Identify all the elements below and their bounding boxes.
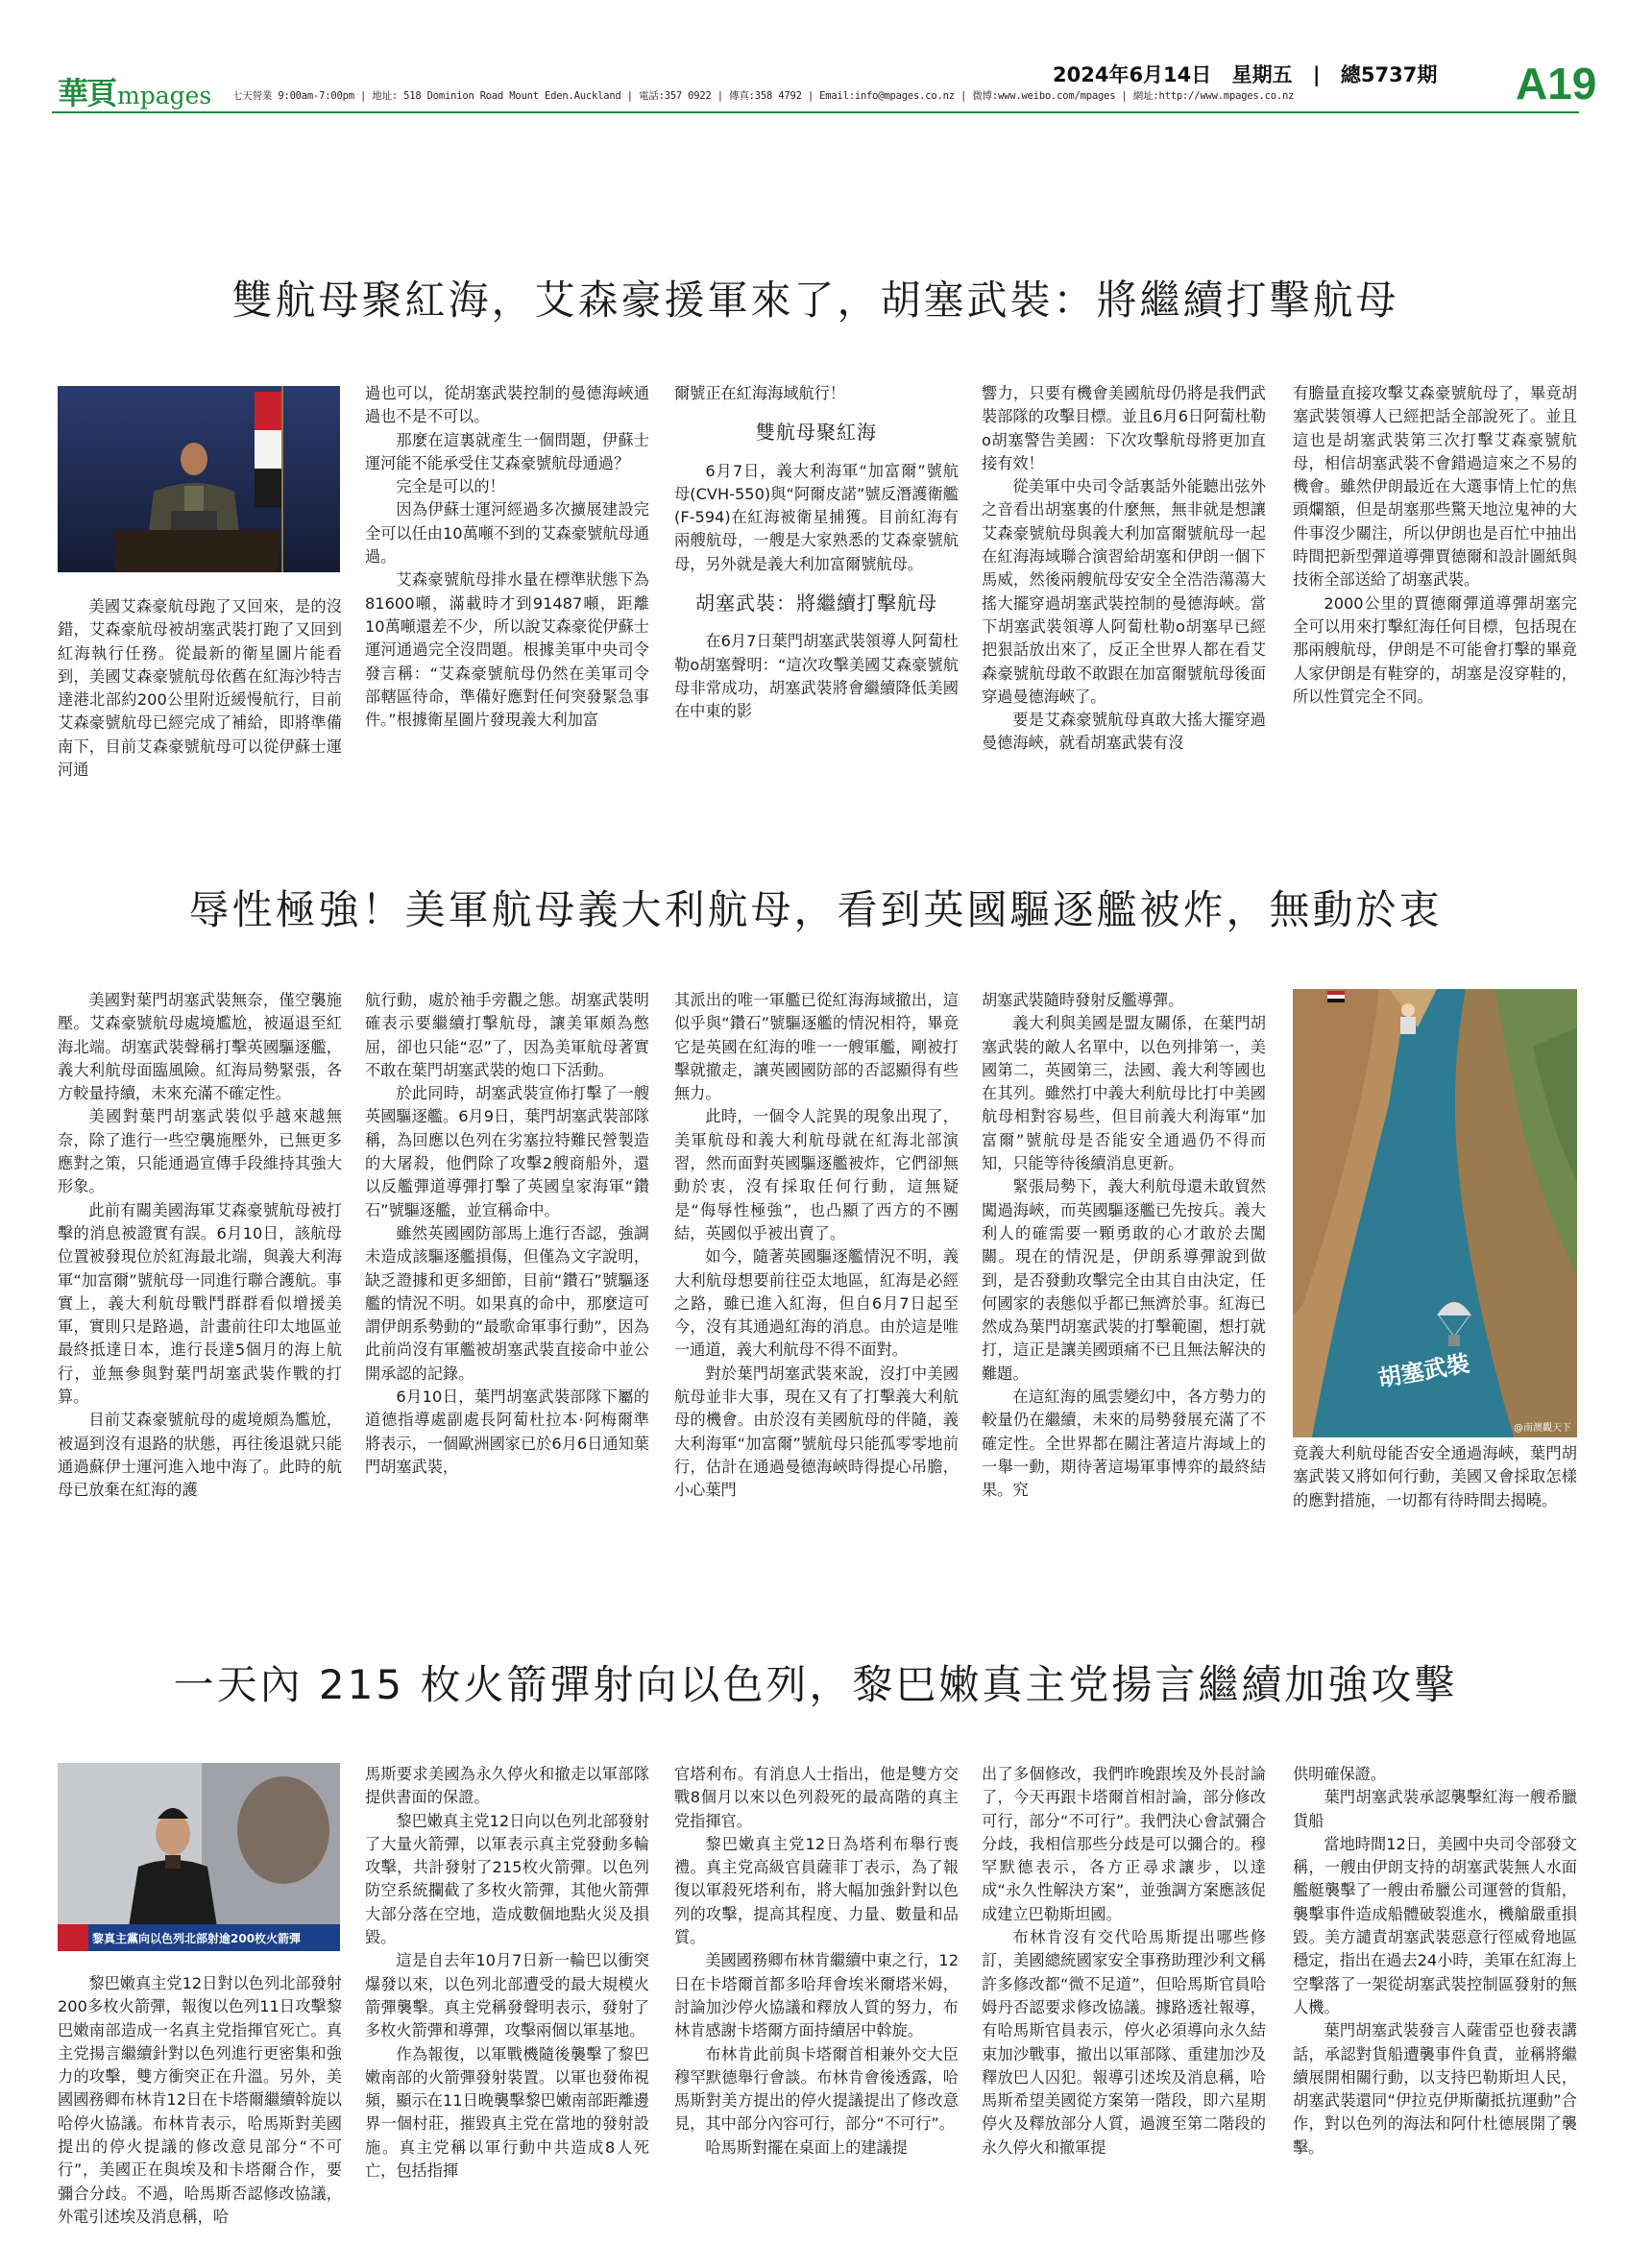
- article1-photo-spokesman: [58, 386, 340, 572]
- article2-map-caption: 竟義大利航母能否安全通過海峽，葉門胡塞武裝又將如何行動，美國又會採取怎樣的應對措施，一切都有待時間去揭曉。: [1293, 1444, 1577, 1509]
- speaker-illustration: [58, 1763, 340, 1951]
- mpages-logo[interactable]: [58, 69, 211, 113]
- paragraph: 官塔利布。有消息人士指出，他是雙方交戰8個月以來以色列殺死的最高階的真主党指揮官。: [674, 1765, 959, 1830]
- article2-column-1: [58, 989, 342, 1556]
- paragraph: 過也可以，從胡塞武裝控制的曼德海峽通過也不是不可以。: [365, 384, 649, 426]
- paragraph: 當地時間12日，美國中央司令部發文稱，一艘由伊朗支持的胡塞武裝無人水面艦艇襲擊了一艘由希臘公司運營的貨船，襲擊事件造成船體破裂進水，機艙嚴重損毀。美方譴責胡塞武裝惡意行徑威脅地區穩定，指出在過去24小時，美軍在紅海上空擊落了一架從胡塞武裝控制區發射的無人機。: [1293, 1834, 1577, 2016]
- paragraph: 在這紅海的風雲變幻中，各方勢力的較量仍在繼續，未來的局勢發展充滿了不確定性。全世界都在關注著這片海域上的一舉一動，期待著這場軍事博弈的最終結果。究: [982, 1387, 1266, 1500]
- article1-column-4: [982, 382, 1266, 801]
- paragraph: 義大利與美國是盟友關係，在葉門胡塞武裝的敵人名單中，以色列排第一，美國第二，英國第三，法國、義大利等國也在其列。雖然打中義大利航母比打中美國航母相對容易些，但目前義大利海軍“加富爾”號航母是否能安全通過仍不得而知，只能等待後續消息更新。: [982, 1014, 1266, 1173]
- paragraph: 美國對葉門胡塞武裝似乎越來越無奈，除了進行一些空襲施壓外，已無更多應對之策，只能通過宣傳手段維持其強大形象。: [58, 1107, 342, 1196]
- page-number: A19: [1516, 59, 1597, 109]
- paragraph: 胡塞武裝隨時發射反艦導彈。: [982, 991, 1184, 1009]
- paragraph: 6月10日，葉門胡塞武裝部隊下屬的道德指導處副處長阿蔔杜拉本·阿梅爾準將表示，一個歐洲國家已於6月6日通知葉門胡塞武裝，: [365, 1387, 649, 1476]
- article3-column-2: [365, 1763, 649, 2224]
- map-credit: @南澳觀天下: [1514, 1423, 1571, 1434]
- article2-column-4: [982, 989, 1266, 1556]
- paragraph: 美國對葉門胡塞武裝無奈，僅空襲施壓。艾森豪號航母處境尷尬，被逼退至紅海北端。胡塞武裝聲稱打擊英國驅逐艦，義大利航母面臨風險。紅海局勢緊張，各方較量持續，未來充滿不確定性。: [58, 991, 342, 1103]
- red-sea-map-image: [1293, 989, 1577, 1437]
- paragraph: 要是艾森豪號航母真敢大搖大擺穿過曼德海峽，就看胡塞武裝有沒: [982, 711, 1266, 753]
- paragraph: 響力，只要有機會美國航母仍將是我們武裝部隊的攻擊目標。並且6月6日阿蔔杜勒o胡塞警告美國：下次攻擊航母將更加直接有效！: [982, 384, 1266, 472]
- paragraph: 從美軍中央司令話裏話外能聽出弦外之音看出胡塞裏的什麼無，無非就是想讓艾森豪號航母與義大利加富爾號航母一起在紅海海域聯合演習給胡塞和伊朗一個下馬威，然後兩艘航母安安全全浩浩蕩蕩大搖大擺穿過胡塞武裝控制的曼德海峽。當下胡塞武裝領導人阿蔔杜勒o胡塞早已經把狠話放出來了，反正全世界人都在看艾森豪號航母敢不敢跟在加富爾號航母後面穿過曼德海峽了。: [982, 477, 1266, 706]
- paragraph: 供明確保證。: [1293, 1765, 1387, 1783]
- figure-marker: [1400, 1003, 1416, 1034]
- subheading-greek-ship: 葉門胡塞武裝承認襲擊紅海一艘希臘貨船: [1293, 1788, 1577, 1830]
- paragraph: 此前有關美國海軍艾森豪號航母被打擊的消息被證實有誤。6月10日，該航母位置被發現位於紅海最北端，與義大利海軍“加富爾”號航母一同進行聯合護航。事實上，義大利航母戰鬥群群看似增援美軍，實則只是路過，計畫前往印太地區並最終抵達日本，進行長達5個月的海上航行，並無參與對葉門胡塞武裝作戰的打算。: [58, 1200, 342, 1407]
- paragraph: 於此同時，胡塞武裝宣佈打擊了一艘英國驅逐艦。6月9日，葉門胡塞武裝部隊稱，為回應以色列在劣塞拉特難民營製造的大屠殺，他們除了攻擊2艘商船外，還以反艦彈道導彈打擊了英國皇家海軍“鑽石”號驅逐艦，並宣稱命中。: [365, 1084, 649, 1219]
- paragraph: 布林肯此前與卡塔爾首相兼外交大臣穆罕默德舉行會談。布林肯會後透露，哈馬斯對美方提出的停火提議提出了修改意見，其中部分內容可行，部分“不可行”。: [674, 2044, 959, 2134]
- paragraph: 出了多個修改，我們昨晚跟埃及外長討論了，今天再跟卡塔爾首相討論，部分修改可行，部分“不可行”。我們決心會試彌合分歧，我相信那些分歧是可以彌合的。穆罕默德表示，各方正尋求讓步，以達成“永久性解決方案”，並強調方案應該促成建立巴勒斯坦國。: [982, 1765, 1266, 1923]
- issue-weekday: 星期五: [1231, 63, 1293, 86]
- paragraph: 緊張局勢下，義大利航母還未敢貿然闖過海峽，而英國驅逐艦已先按兵。義大利人的確需要一顆勇敢的心才敢於去闖關。現在的情況是，伊朗系導彈說到做到，是否發動攻擊完全由其自由決定，任何國家的表態似乎都已無濟於事。紅海已然成為葉門胡塞武裝的打擊範圍，想打就打，這正是讓美國頭痛不已且無法解決的難題。: [982, 1177, 1266, 1383]
- paragraph: 艾森豪號航母排水量在標準狀態下為81600噸，滿載時才到91487噸，距離10萬噸還差不少，所以說艾森豪從伊蘇士運河通過完全沒問題。根據美軍中央司令發言稱：“艾森豪號航母仍然在美軍司令部轄區待命，準備好應對任何突發緊急事件。”根據衛星圖片發現義大利加富: [365, 570, 649, 730]
- map-label-houthi: 胡塞武裝: [1375, 1349, 1472, 1393]
- photo-banner-caption: 黎真主黨向以色列北部射逾200枚火箭彈: [92, 1932, 302, 1945]
- masthead: [52, 50, 1597, 115]
- article3-column-4: [982, 1763, 1266, 2224]
- paragraph: 如今，隨著英國驅逐艦情況不明，義大利航母想要前往亞太地區，紅海是必經之路，雖已進入紅海，但自6月7日起至今，沒有其通過紅海的消息。由於這是唯一通道，義大利航母不得不面對。: [674, 1247, 959, 1360]
- paragraph: 黎巴嫩真主党12日對以色列北部發射200多枚火箭彈，報復以色列11日攻擊黎巴嫩南部造成一名真主党指揮官死亡。真主党揚言繼續針對以色列進行更密集和強力的攻擊，雙方衝突正在升溫。另外，美國國務卿布林肯12日在卡塔爾繼續斡旋以哈停火協議。布林肯表示，哈馬斯對美國提出的停火提議的修改意見部分“不可行”，美國正在與埃及和卡塔爾合作，要彌合分歧。不過，哈馬斯否認修改協議，外電引述埃及消息稱，哈: [58, 1974, 342, 2226]
- logo-chinese: 華頁: [58, 75, 116, 111]
- paragraph: 完全是可以的！: [396, 477, 505, 496]
- article3-column-3: [674, 1763, 959, 2224]
- article3-headline: 一天內 215 枚火箭彈射向以色列，黎巴嫩真主党揚言繼續加強攻擊: [173, 1661, 1458, 1708]
- issue-date: 2024年6月14日: [1053, 63, 1212, 86]
- paragraph: 在6月7日葉門胡塞武裝領導人阿蔔杜勒o胡塞聲明：“這次攻擊美國艾森豪號航母非常成功，胡塞武裝將會繼續降低美國在中東的影: [674, 632, 959, 721]
- article1-column-2: [365, 382, 649, 801]
- paragraph: 布林肯沒有交代哈馬斯提出哪些修訂，美國總統國家安全事務助理沙利文稱許多修改都“微不足道”，但哈馬斯官員哈姆丹否認要求修改協議。據路透社報導，有哈馬斯官員表示，停火必須導向永久結束加沙戰事，撤出以軍部隊、重建加沙及釋放巴人囚犯。報導引述埃及消息稱，哈馬斯希望美國從方案第一階段，即六星期停火及釋放部分人質，過渡至第二階段的永久停火和撤軍提: [982, 1928, 1266, 2157]
- paragraph: 雖然英國國防部馬上進行否認，強調未造成該驅逐艦損傷，但僅為文字說明，缺乏證據和更多細節，目前“鑽石”號驅逐艦的情況不明。如果真的命中，那麼這可謂伊朗系勢動的“最歌命軍事行動”，因為此前尚沒有軍艦被胡塞武裝直接命中並公開承認的記錄。: [365, 1223, 649, 1383]
- article3-column-5: [1293, 1763, 1577, 2224]
- article1-column-1: [58, 595, 342, 801]
- article1-column-5: [1293, 382, 1577, 801]
- paragraph: 作為報復，以軍戰機隨後襲擊了黎巴嫩南部的火箭彈發射裝置。以軍也發佈視頻，顯示在11日晚襲擊黎巴嫩南部距離邊界一個村莊，摧毀真主党在當地的發射設施。真主党稱以軍行動中共造成8人死亡，包括指揮: [365, 2044, 649, 2181]
- paragraph: 美國國務卿布林肯繼續中東之行，12日在卡塔爾首都多哈拜會埃米爾塔米姆，討論加沙停火協議和釋放人質的努力，布林肯感謝卡塔爾方面持續居中斡旋。: [674, 1951, 959, 2040]
- date-divider: |: [1312, 63, 1321, 86]
- spokesman-illustration: [58, 386, 340, 572]
- flag-marker: [1327, 991, 1345, 1002]
- paragraph: 目前艾森豪號航母的處境頗為尷尬，被逼到沒有退路的狀態，再往後退就只能通過蘇伊士運河進入地中海了。此時的航母已放棄在紅海的護: [58, 1411, 342, 1500]
- subheading-houthi-strike: 胡塞武裝：將繼續打擊航母: [695, 591, 937, 615]
- article2-headline: 辱性極強！美軍航母義大利航母，看到英國驅逐艦被炸，無動於衷: [188, 886, 1443, 933]
- article1-headline: 雙航母聚紅海，艾森豪援軍來了，胡塞武裝：將繼續打擊航母: [231, 277, 1399, 324]
- paragraph: 其派出的唯一軍艦已從紅海海域撤出，這似乎與“鑽石”號驅逐艦的情況相符，畢竟它是英國在紅海的唯一一艘軍艦，剛被打擊就撤走，讓英國國防部的否認顯得有些無力。: [674, 991, 959, 1103]
- article2-column-2: [365, 989, 649, 1556]
- header-rule: [52, 111, 1579, 113]
- paragraph: 因為伊蘇士運河經過多次擴展建設完全可以任由10萬噸不到的艾森豪號航母通過。: [365, 500, 649, 567]
- paragraph: 那麼在這裏就產生一個問題，伊蘇士運河能不能承受住艾森豪號航母通過？: [365, 430, 649, 472]
- paragraph: 哈馬斯對擺在桌面上的建議提: [705, 2137, 908, 2157]
- subheading-twin-carriers: 雙航母聚紅海: [756, 421, 877, 445]
- paragraph: 葉門胡塞武裝發言人薩雷亞也發表講話，承認對貨船遭襲事件負責，並稱將繼續展開相關行動，以支持巴勒斯坦人民，胡塞武裝還同“伊拉克伊斯蘭抵抗運動”合作，對以色列的海法和阿什杜德展開了襲擊。: [1293, 2021, 1577, 2157]
- paragraph: 黎巴嫩真主党12日為塔利布舉行喪禮。真主党高級官員薩菲丁表示，為了報復以軍殺死塔利布，將大幅加強針對以色列的攻擊，提高其程度、力量、數量和品質。: [674, 1834, 959, 1947]
- paragraph: 這是自去年10月7日新一輪巴以衝突爆發以來，以色列北部遭受的最大規模火箭彈襲擊。真主党稱發聲明表示，發射了多枚火箭彈和導彈，攻擊兩個以軍基地。: [365, 1951, 649, 2040]
- paragraph: 黎巴嫩真主党12日向以色列北部發射了大量火箭彈，以軍表示真主党發動多輪攻擊，共計發射了215枚火箭彈。以色列防空系統攔截了多枚火箭彈，其他火箭彈大部分落在空地，造成數個地點火災及損毀。: [365, 1811, 649, 1947]
- paragraph: 2000公里的賈德爾彈道導彈胡塞完全可以用來打擊紅海任何目標，包括現在那兩艘航母，伊朗是不可能會打擊的畢竟人家伊朗是有鞋穿的，胡塞是沒穿鞋的，所以性質完全不同。: [1293, 593, 1577, 706]
- paragraph: 6月7日，義大利海軍“加富爾”號航母(CVH-550)與“阿爾皮諾”號反潛護衛艦(F-594)在紅海被衛星捕獲。目前紅海有兩艘航母，一艘是大家熟悉的艾森豪號航母，另外就是義大利加富爾號航母。: [674, 461, 959, 573]
- paragraph: 有膽量直接攻擊艾森豪號航母了，畢竟胡塞武裝領導人已經把話全部說死了。並且這也是胡塞武裝第三次打擊艾森豪號航母，相信胡塞武裝不會錯過這來之不易的機會。雖然伊朗最近在大選事情上忙的焦頭爛額，但是胡塞那些驚天地泣鬼神的大件事沒少關注，所以伊朗也是百忙中抽出時間把新型彈道導彈賈德爾和設計圖紙與技術全部送給了胡塞武裝。: [1293, 384, 1577, 590]
- article3-photo-nasrallah: [58, 1763, 340, 1951]
- logo-english: mpages: [117, 82, 212, 109]
- paragraph: 爾號正在紅海海域航行！: [674, 384, 846, 402]
- article2-column-3: [674, 989, 959, 1556]
- article3-column-1: [58, 1972, 342, 2232]
- paragraph: 此時，一個令人詫異的現象出現了，美軍航母和義大利航母就在紅海北部演習，然而面對英國驅逐艦被炸，它們卻無動於衷，沒有採取任何行動，這無疑是“侮辱性極強”，也凸顯了西方的不團結，英國似乎被出賣了。: [674, 1107, 959, 1243]
- paragraph: 航行動，處於袖手旁觀之態。胡塞武裝明確表示要繼續打擊航母，讓美軍頗為憋屈，卻也只能“忍”了，因為美軍航母著實不敢在葉門胡塞武裝的炮口下活動。: [365, 991, 649, 1079]
- paragraph: 美國艾森豪航母跑了又回來，是的沒錯，艾森豪航母被胡塞武裝打跑了又回到紅海執行任務。從最新的衛星圖片能看到，美國艾森豪號航母依舊在紅海沙特吉達港北部約200公里附近緩慢航行，目前艾森豪號航母已經完成了補給，即將準備南下，目前艾森豪號航母可以從伊蘇士運河通: [58, 597, 342, 780]
- paragraph: 對於葉門胡塞武裝來說，沒打中美國航母並非大事，現在又有了打擊義大利航母的機會。由於沒有美國航母的伴隨，義大利海軍“加富爾”號航母只能孤零零地前行，估計在通過曼德海峽時得提心吊膽，小心葉門: [674, 1363, 959, 1500]
- paragraph: 馬斯要求美國為永久停火和撤走以軍部隊提供書面的保證。: [365, 1765, 649, 1807]
- issue-number: 總5737期: [1340, 63, 1438, 86]
- dateline: [1053, 60, 1450, 88]
- contact-info: 七天營業 9:00am-7:00pm | 地址: 518 Dominion Road Mount Eden.Auckland | 電話:357 0922 | 傳真:358 4792 | Email:info@mpages.co.nz | 微博:www.weibo.com/mpages | 網址:http://www.mpages.co.nz: [232, 90, 1295, 102]
- article1-column-3: [674, 382, 959, 801]
